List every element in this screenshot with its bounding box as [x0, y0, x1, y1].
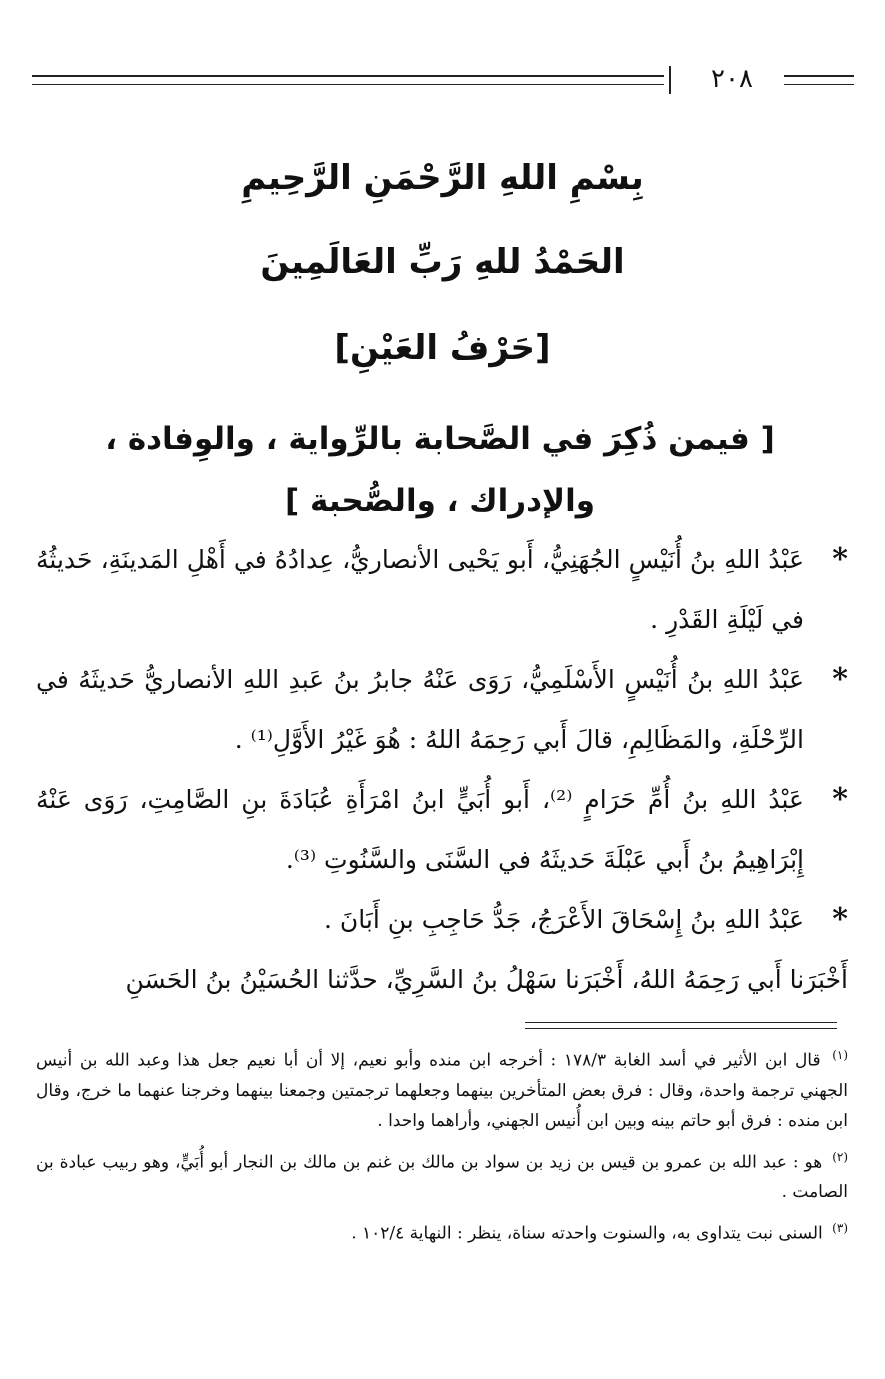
entry-text: عَبْدُ اللهِ بنُ أُنَيْسٍ الجُهَنِيُّ، أَبو يَحْيى الأنصاريُّ، عِدادُهُ في أَهْلِ المَدينَةِ، حَديثُهُ في لَيْلَةِ القَدْرِ . — [36, 545, 804, 634]
basmala-heading: بِسْمِ اللهِ الرَّحْمَنِ الرَّحِيمِ — [241, 158, 644, 198]
entry-item — [36, 530, 848, 650]
asterisk-marker: * — [832, 902, 848, 937]
continuation-line: أَخْبَرَنا أَبي رَحِمَهُ اللهُ، أَخْبَرَنا سَهْلُ بنُ السَّرِيِّ، حدَّثنا الحُسَيْنُ بنُ الحَسَنِ — [125, 965, 848, 994]
footnotes — [36, 1040, 848, 1255]
header-rule-short — [784, 75, 854, 85]
section-title: [ فيمن ذُكِرَ في الصَّحابة بالرِّواية ، والوِفادة ، والإدراك ، والصُّحبة ] — [105, 421, 775, 519]
footnote-number: (٣) — [832, 1221, 848, 1236]
footnote-number: (٢) — [832, 1149, 849, 1164]
header-rule-long — [32, 75, 664, 85]
hamdala-heading: الحَمْدُ للهِ رَبِّ العَالَمِينَ — [260, 242, 625, 282]
entry-item — [36, 770, 848, 890]
asterisk-marker: * — [832, 782, 848, 817]
page-number: ٢٠٨ — [711, 64, 753, 94]
entry-item — [36, 890, 848, 950]
footnote-number: (١) — [832, 1048, 849, 1062]
entry-text: عَبْدُ اللهِ بنُ أُمِّ حَرَامٍ ⁽²⁾، أَبو أُبَيٍّ ابنُ امْرَأَةِ عُبَادَةَ بنِ الصَّامِتِ، رَوَى عَنْهُ إِبْرَاهِيمُ بنُ أَبي عَبْلَةَ حَديثَهُ في السَّنَى والسَّنُوتِ ⁽³⁾. — [36, 785, 804, 874]
entry-text: عَبْدُ اللهِ بنُ أُنَيْسٍ الأَسْلَمِيُّ، رَوَى عَنْهُ جابرُ بنُ عَبدِ اللهِ الأنصاريُّ حَديثَهُ في الرِّحْلَةِ، والمَظَالِمِ، قالَ أَبي رَحِمَهُ اللهُ : هُوَ غَيْرُ الأَوَّلِ⁽¹⁾ . — [36, 665, 804, 754]
asterisk-marker: * — [832, 542, 848, 577]
entry-item — [36, 650, 848, 770]
page-header — [32, 62, 855, 102]
footnote-item — [36, 1213, 848, 1249]
footnote-text: هو : عبد الله بن عمرو بن قيس بن زيد بن سواد بن مالك بن غنم بن مالك بن النجار أبو أُبَيٍّ، وهو ربيب عبادة بن الصامت . — [36, 1152, 848, 1203]
footnote-separator — [525, 1022, 837, 1029]
asterisk-marker: * — [832, 662, 848, 697]
entries-list — [36, 530, 848, 1010]
entry-text: عَبْدُ اللهِ بنُ إِسْحَاقَ الأَعْرَجُ، جَدُّ حَاجِبِ بنِ أَبَانَ . — [324, 905, 804, 934]
header-rule-divider — [669, 66, 671, 94]
footnote-item — [36, 1040, 848, 1136]
footnote-item — [36, 1142, 848, 1208]
footnote-text: السنى نبت يتداوى به، والسنوت واحدته سناة، ينظر : النهاية ١٠٢/٤ . — [351, 1223, 823, 1244]
footnote-text: قال ابن الأثير في أسد الغابة ١٧٨/٣ : أخرجه ابن منده وأبو نعيم، إلا أن أبا نعيم جعل هذا وعبد الله بن أنيس الجهني ترجمة واحدة، وقال : فرق بعض المتأخرين بينهما وجعلهما ترجمتين وجمعنا بينهما وخرجنا عنهما ما خرج، وقال ابن منده : فرق أبو حاتم بينه وبين ابن أُنيس الجهني، وأراهما واحدا . — [36, 1050, 848, 1131]
letter-section-heading: [حَرْفُ العَيْنِ] — [334, 328, 551, 368]
